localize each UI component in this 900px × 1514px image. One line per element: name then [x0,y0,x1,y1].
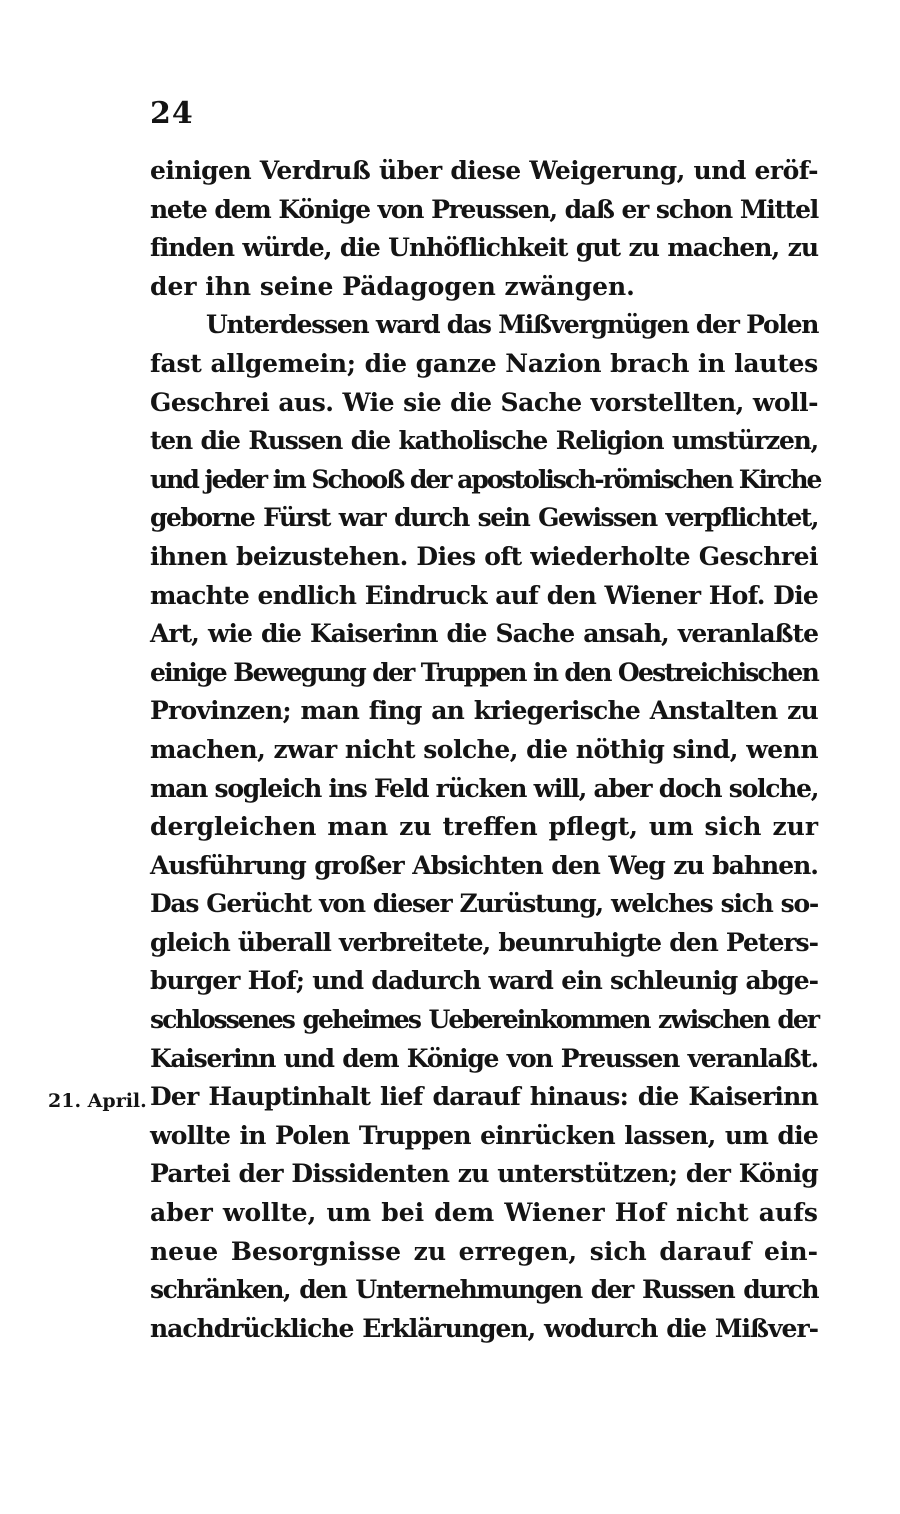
text-line: Kaiserinn und dem Könige von Preussen veranlaßt. [150,1043,818,1073]
text-line: Geschrei aus. Wie sie die Sache vorstellten, woll- [150,387,818,417]
paragraph-start-line: Unterdessen ward das Mißvergnügen der Polen [206,310,819,340]
text-line: neue Besorgnisse zu erregen, sich darauf ein- [150,1236,818,1266]
text-line: einigen Verdruß über diese Weigerung, und eröf- [150,156,818,185]
text-line: nachdrückliche Erklärungen, wodurch die Mißver- [150,1313,818,1343]
text-line: man sogleich ins Feld rücken will, aber doch solche, [150,773,819,803]
text-line: Das Gerücht von dieser Zurüstung, welches sich so- [150,889,818,919]
margin-note-date: 21. April. [48,1090,147,1112]
text-line: Partei der Dissidenten zu unterstützen; der König [150,1159,818,1189]
text-line: schränken, den Unternehmungen der Russen durch [150,1275,818,1305]
text-line: und jeder im Schooß der apostolisch-römischen Kirche [150,464,821,494]
text-line: Art, wie die Kaiserinn die Sache ansah, veranlaßte [150,619,818,649]
text-line: nete dem Könige von Preussen, daß er schon Mittel [150,194,818,224]
text-line: Der Hauptinhalt lief darauf hinaus: die Kaiserinn [150,1082,818,1112]
body-text [150,152,821,1348]
text-line: gleich überall verbreitete, beunruhigte den Peters- [150,927,818,957]
text-line: fast allgemein; die ganze Nazion brach in lautes [150,348,818,378]
text-line: machen, zwar nicht solche, die nöthig sind, wenn [150,734,818,764]
text-line: Provinzen; man fing an kriegerische Anstalten zu [150,696,818,726]
text-line: ihnen beizustehen. Dies oft wiederholte Geschrei [150,541,818,571]
page-number: 24 [150,96,194,131]
text-line: ten die Russen die katholische Religion umstürzen, [150,426,818,456]
text-line: dergleichen man zu treffen pflegt, um sich zur [150,812,818,842]
text-line: wollte in Polen Truppen einrücken lassen, um die [150,1120,818,1150]
text-line: aber wollte, um bei dem Wiener Hof nicht aufs [150,1198,818,1228]
text-line: finden würde, die Unhöflichkeit gut zu machen, zu [150,233,818,263]
text-line: einige Bewegung der Truppen in den Oestreichischen [150,657,818,687]
text-line: burger Hof; und dadurch ward ein schleunig abge- [150,966,818,996]
text-line: Ausführung großer Absichten den Weg zu bahnen. [150,850,818,880]
text-line: machte endlich Eindruck auf den Wiener Hof. Die [150,580,818,610]
text-line: der ihn seine Pädagogen zwängen. [150,271,635,301]
text-line: schlossenes geheimes Uebereinkommen zwischen der [150,1005,818,1035]
text-line: geborne Fürst war durch sein Gewissen verpflichtet, [150,503,818,533]
